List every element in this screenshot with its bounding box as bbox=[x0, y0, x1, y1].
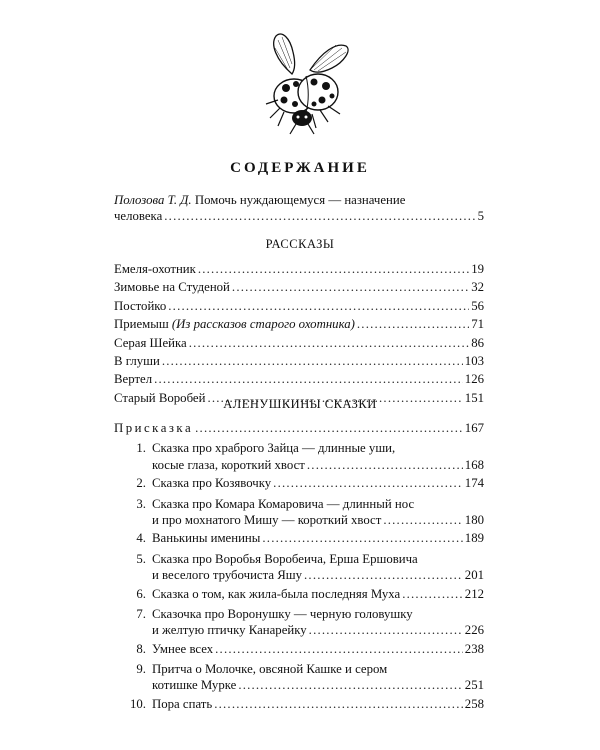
toc-entry bbox=[114, 642, 484, 660]
entry-title-line2: котишке Мурке bbox=[152, 678, 237, 693]
entry-title: Сказка про Козявочку bbox=[152, 476, 272, 491]
entry-subtitle: (Из рассказов старого охотника) bbox=[171, 317, 355, 332]
entry-title-line2: и веселого трубочиста Яшу bbox=[152, 568, 303, 583]
leader-dots bbox=[154, 372, 463, 387]
toc-entry-cont bbox=[114, 623, 484, 641]
entry-number: 5. bbox=[136, 551, 146, 566]
entry-number: 10. bbox=[130, 696, 146, 711]
preface-title-line2: человека bbox=[114, 209, 163, 224]
entry-title: Пора спать bbox=[152, 696, 213, 711]
leader-dots bbox=[273, 476, 463, 491]
toc-entry bbox=[114, 280, 484, 298]
page-number: 168 bbox=[464, 457, 484, 472]
entry-number: 2. bbox=[136, 476, 146, 491]
entry-title-line1: Притча о Молочке, овсяной Кашке и сером bbox=[152, 662, 388, 677]
leader-dots bbox=[304, 568, 463, 583]
leader-dots bbox=[307, 458, 463, 473]
entry-title-line2: и про мохнатого Мишу — короткий хвост bbox=[152, 512, 382, 527]
page-number: 174 bbox=[464, 476, 484, 491]
entry-number: 7. bbox=[136, 606, 146, 621]
toc-entry bbox=[114, 421, 484, 439]
page-number: 212 bbox=[464, 586, 484, 601]
page-number: 180 bbox=[464, 512, 484, 527]
stories-list bbox=[114, 262, 484, 409]
leader-dots bbox=[383, 513, 462, 528]
entry-title: Старый Воробей bbox=[114, 390, 206, 405]
toc-entry bbox=[114, 317, 484, 335]
leader-dots bbox=[214, 697, 463, 712]
toc-entry bbox=[114, 587, 484, 605]
toc-entry-cont bbox=[114, 678, 484, 696]
entry-title: Присказка bbox=[114, 421, 194, 435]
page-number: 258 bbox=[464, 696, 484, 711]
entry-title-line2: и желтую птичку Канарейку bbox=[152, 623, 307, 638]
page-number: 238 bbox=[464, 641, 484, 656]
entry-title-line1: Сказочка про Воронушку — черную головушку bbox=[152, 606, 413, 621]
entry-title: Вертел bbox=[114, 372, 153, 387]
leader-dots bbox=[357, 317, 469, 332]
leader-dots bbox=[198, 262, 469, 277]
entry-number: 4. bbox=[136, 531, 146, 546]
page-number: 56 bbox=[471, 298, 484, 313]
toc-entry bbox=[114, 262, 484, 280]
leader-dots bbox=[232, 280, 469, 295]
leader-dots bbox=[195, 421, 463, 436]
entry-title-line2: косые глаза, короткий хвост bbox=[152, 457, 305, 472]
toc-entry bbox=[114, 299, 484, 317]
toc-entry bbox=[114, 476, 484, 494]
entry-title: Ванькины именины bbox=[152, 531, 261, 546]
toc-entry bbox=[114, 605, 484, 623]
entry-title: Емеля-охотник bbox=[114, 262, 196, 276]
entry-title: Умнее всех bbox=[152, 641, 214, 656]
toc-entry bbox=[114, 336, 484, 354]
leader-dots bbox=[189, 336, 470, 351]
entry-title: Зимовье на Студеной bbox=[114, 280, 230, 295]
entry-title-line1: Сказка про храброго Зайца — длинные уши, bbox=[152, 441, 396, 456]
section-heading-tales: АЛЕНУШКИНЫ СКАЗКИ bbox=[223, 397, 377, 411]
preface-entry bbox=[114, 191, 484, 228]
toc-entry bbox=[114, 354, 484, 372]
preface-author: Полозова Т. Д. bbox=[114, 193, 192, 207]
toc-entry bbox=[114, 495, 484, 513]
page-number: 201 bbox=[464, 568, 484, 583]
page-number: 189 bbox=[464, 531, 484, 546]
leader-dots bbox=[309, 623, 463, 638]
tales-list bbox=[114, 421, 484, 715]
leader-dots bbox=[215, 642, 463, 657]
toc-entry-cont bbox=[114, 513, 484, 531]
page-number: 126 bbox=[464, 372, 484, 387]
leader-dots bbox=[162, 354, 463, 369]
ladybug-illustration bbox=[262, 30, 352, 138]
leader-dots bbox=[164, 209, 475, 224]
page-number: 19 bbox=[471, 262, 484, 276]
leader-dots bbox=[168, 299, 469, 314]
toc-entry bbox=[114, 697, 484, 715]
leader-dots bbox=[402, 587, 463, 602]
page-number: 226 bbox=[464, 623, 484, 638]
toc-entry-cont bbox=[114, 568, 484, 586]
page-number: 71 bbox=[471, 317, 484, 332]
leader-dots bbox=[238, 678, 462, 693]
page-number: 5 bbox=[477, 209, 484, 224]
toc-entry bbox=[114, 660, 484, 678]
entry-title-main: Приемыш bbox=[114, 317, 169, 332]
toc-entry bbox=[114, 531, 484, 549]
entry-number: 9. bbox=[136, 662, 146, 677]
toc-entry-cont bbox=[114, 458, 484, 476]
entry-number: 6. bbox=[136, 586, 146, 601]
entry-title-line1: Сказка про Комара Комаровича — длинный нос bbox=[152, 496, 415, 511]
entry-number: 1. bbox=[136, 441, 146, 456]
leader-dots bbox=[262, 531, 462, 546]
page-number: 103 bbox=[464, 353, 484, 368]
page-number: 167 bbox=[464, 421, 484, 435]
toc-entry bbox=[114, 372, 484, 390]
page-number: 251 bbox=[464, 678, 484, 693]
page-title: СОДЕРЖАНИЕ bbox=[230, 160, 370, 176]
page-number: 32 bbox=[471, 280, 484, 295]
section-heading-stories: РАССКАЗЫ bbox=[265, 237, 335, 251]
entry-title: Постойко bbox=[114, 298, 167, 313]
page-number: 151 bbox=[464, 390, 484, 405]
entry-number: 3. bbox=[136, 496, 146, 511]
page-number: 86 bbox=[471, 335, 484, 350]
toc-entry bbox=[114, 550, 484, 568]
entry-title: В глуши bbox=[114, 353, 160, 368]
entry-title: Серая Шейка bbox=[114, 335, 187, 350]
toc-entry bbox=[114, 439, 484, 457]
entry-title bbox=[114, 317, 355, 332]
preface-title-line1: Помочь нуждающемуся — назначение bbox=[194, 193, 406, 207]
entry-number: 8. bbox=[136, 641, 146, 656]
entry-title: Сказка о том, как жила-была последняя Муха bbox=[152, 586, 401, 601]
entry-title-line1: Сказка про Воробья Воробеича, Ерша Ершовича bbox=[152, 551, 418, 566]
